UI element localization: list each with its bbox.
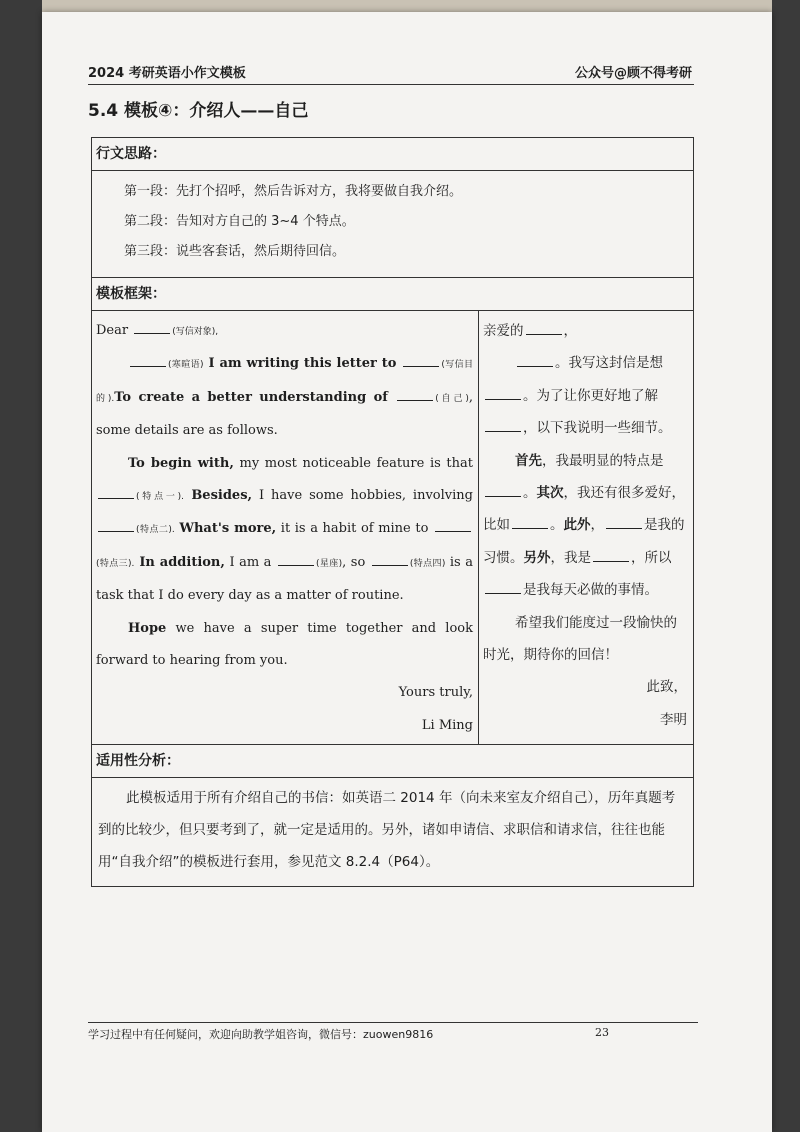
- footer-note: 学习过程中有任何疑问，欢迎向助教学姐咨询，微信号：zuowen9816: [88, 1028, 434, 1041]
- zh-paragraph-2: 首先，我最明显的特点是。其次，我还有很多爱好，比如 。此外， 是我的习惯。另外，我是 ，所以是我每天必做的事情。: [483, 452, 685, 599]
- frame-body: [92, 311, 693, 745]
- en-paragraph-3: Hope we have a super time together and look forward to hearing from you.: [96, 620, 473, 669]
- analysis-text: 此模板适用于所有介绍自己的书信：如英语二 2014 年（向未来室友介绍自己），历年真题考到的比较少，但只要考到了，就一定是适用的。另外，诸如申请信、求职信和请求信，往往也能用“自我介绍”的模板进行套用，参见范文 8.2.4（P64）。: [98, 790, 676, 870]
- footer-rule: [88, 1022, 698, 1023]
- thinking-body: [92, 177, 693, 278]
- header-title: 2024 考研英语小作文模板: [88, 66, 246, 81]
- thinking-line: 第二段：告知对方自己的 3~4 个特点。: [124, 214, 355, 229]
- thinking-heading: 行文思路：: [92, 138, 693, 171]
- header-rule: [88, 84, 694, 85]
- en-paragraph-1: (寒暄语) I am writing this letter to (写信目的).To create a better understanding of (自己), some details are as follows.: [96, 356, 474, 439]
- analysis-heading: 适用性分析：: [92, 745, 693, 778]
- en-paragraph-2: To begin with, my most noticeable feature is that (特点一). Besides, I have some hobbies, involving (特点二). What's more, it is a habit of mine to (特点三). In addition, I am a (星座), so (特点四) is a task that I do every day as a matter of routine.: [96, 455, 474, 604]
- en-salutation: Dear (写信对象),: [96, 323, 219, 338]
- zh-salutation: 亲爱的 ，: [483, 323, 577, 339]
- thinking-line: 第一段：先打个招呼，然后告诉对方，我将要做自我介绍。: [124, 184, 463, 199]
- zh-paragraph-3: 希望我们能度过一段愉快的时光，期待你的回信！: [483, 614, 677, 664]
- chinese-template: [479, 311, 693, 744]
- header-account: 公众号@顾不得考研: [574, 66, 692, 81]
- en-signature: Li Ming: [421, 717, 473, 733]
- zh-closing: 此致，: [646, 679, 687, 696]
- frame-heading: 模板框架：: [92, 278, 693, 311]
- en-closing: Yours truly,: [398, 685, 473, 701]
- page-number: 23: [595, 1026, 609, 1039]
- section-title: 5.4 模板④：介绍人——自己: [88, 101, 309, 121]
- top-strip: [42, 0, 772, 12]
- zh-signature: 李明: [660, 711, 687, 728]
- zh-paragraph-1: 。我写这封信是想。为了让你更好地了解，以下我说明一些细节。: [483, 347, 687, 444]
- thinking-line: 第三段：说些客套话，然后期待回信。: [124, 244, 346, 259]
- english-template: [92, 311, 479, 744]
- template-table: [91, 137, 694, 887]
